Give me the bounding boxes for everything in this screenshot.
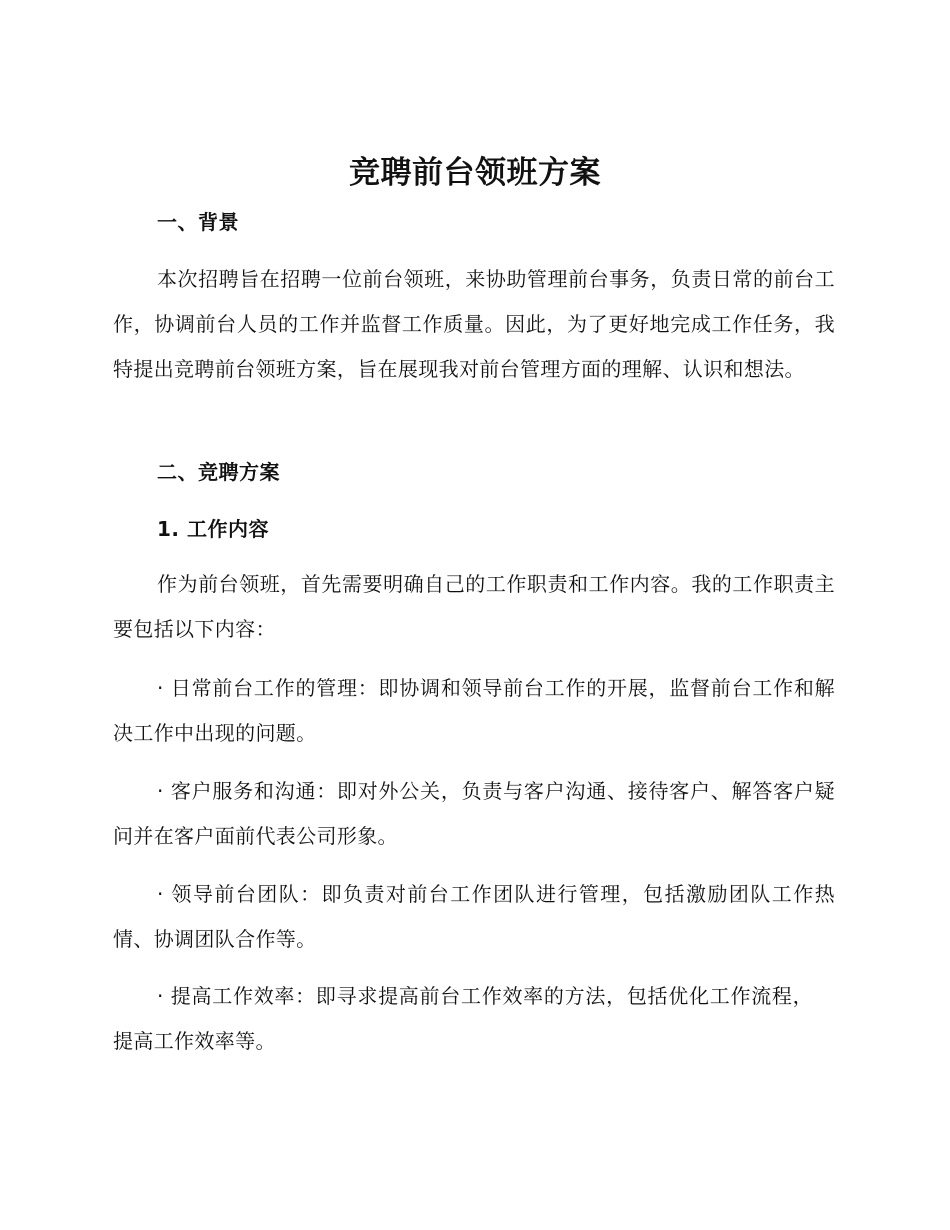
bullet-item-customer-service: · 客户服务和沟通：即对外公关，负责与客户沟通、接待客户、解答客户疑问并在客户面前代表公司形象。 (113, 779, 835, 848)
document-title: 竞聘前台领班方案 (349, 155, 601, 191)
bullet-item-efficiency: · 提高工作效率：即寻求提高前台工作效率的方法，包括优化工作流程，提高工作效率等。 (113, 984, 813, 1053)
paragraph-work-duties-intro: 作为前台领班，首先需要明确自己的工作职责和工作内容。我的工作职责主要包括以下内容： (113, 572, 835, 641)
bullet-item-daily-management: · 日常前台工作的管理：即协调和领导前台工作的开展，监督前台工作和解决工作中出现的问题。 (113, 676, 835, 745)
subheading-work-content: 1. 工作内容 (157, 517, 269, 541)
section-heading-background: 一、背景 (157, 210, 239, 234)
section-heading-proposal: 二、竞聘方案 (157, 460, 280, 484)
bullet-item-team-leadership: · 领导前台团队：即负责对前台工作团队进行管理，包括激励团队工作热情、协调团队合作等。 (113, 882, 835, 951)
paragraph-background: 本次招聘旨在招聘一位前台领班，来协助管理前台事务，负责日常的前台工作，协调前台人员的工作并监督工作质量。因此，为了更好地完成工作任务，我特提出竞聘前台领班方案，旨在展现我对前台管理方面的理解、认识和想法。 (113, 267, 835, 381)
